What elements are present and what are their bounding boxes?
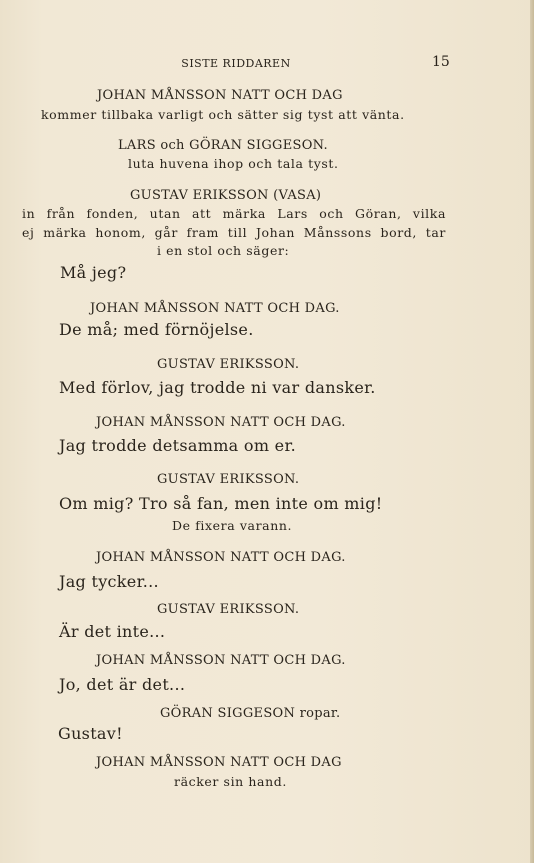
speaker-heading: JOHAN MÅNSSON NATT OCH DAG [96,755,342,770]
speaker-heading: JOHAN MÅNSSON NATT OCH DAG. [96,653,346,668]
dialogue-line: Jag trodde detsamma om er. [59,436,297,455]
running-title: SISTE RIDDAREN [181,57,291,70]
speaker-heading: GUSTAV ERIKSSON (VASA) [130,188,322,203]
dialogue-line: Må jeg? [60,263,127,282]
stage-direction: in från fonden, utan att märka Lars och Göran, vilka [22,206,446,221]
stage-direction: i en stol och säger: [157,243,290,258]
dialogue-line: Jo, det är det... [59,675,186,694]
stage-direction: De fixera varann. [172,518,293,533]
dialogue-line: Gustav! [58,724,123,743]
dialogue-line: Jag tycker... [59,572,159,591]
stage-direction: luta huvena ihop och tala tyst. [128,156,339,171]
speaker-heading: GUSTAV ERIKSSON. [157,357,300,372]
stage-direction: ej märka honom, går fram till Johan Månssons bord, tar [22,225,446,240]
speaker-heading: GUSTAV ERIKSSON. [157,602,300,617]
dialogue-line: Med förlov, jag trodde ni var dansker. [59,378,376,397]
stage-direction: kommer tillbaka varligt och sätter sig tyst att vänta. [41,107,405,122]
dialogue-line: Är det inte... [59,622,166,641]
speaker-heading: LARS och GÖRAN SIGGESON. [118,138,328,153]
page-edge [530,0,534,863]
speaker-heading: JOHAN MÅNSSON NATT OCH DAG. [90,301,340,316]
page-number: 15 [432,54,450,70]
stage-direction: räcker sin hand. [174,774,287,789]
speaker-heading: JOHAN MÅNSSON NATT OCH DAG. [96,550,346,565]
speaker-heading: JOHAN MÅNSSON NATT OCH DAG [97,88,343,103]
dialogue-line: De må; med förnöjelse. [59,320,254,339]
dialogue-line: Om mig? Tro så fan, men inte om mig! [59,494,383,513]
speaker-heading: GÖRAN SIGGESON ropar. [160,706,341,721]
speaker-heading: JOHAN MÅNSSON NATT OCH DAG. [96,415,346,430]
speaker-heading: GUSTAV ERIKSSON. [157,472,300,487]
